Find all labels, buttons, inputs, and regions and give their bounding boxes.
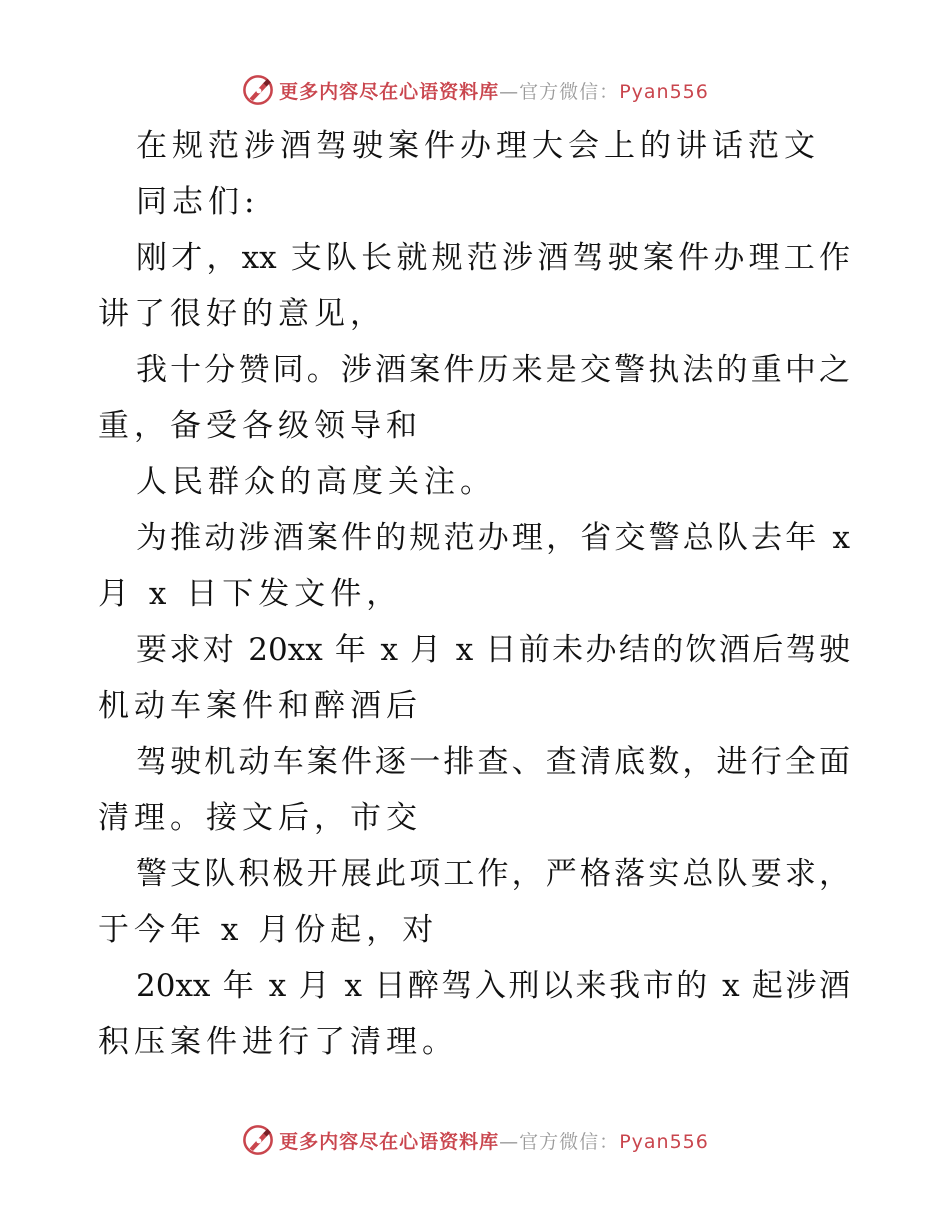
paragraph-line: 讲了很好的意见，	[98, 296, 386, 332]
salutation: 同志们:	[136, 184, 260, 220]
banner-separator: —	[499, 80, 520, 103]
banner-contact-label: 官方微信：	[519, 1130, 620, 1153]
paragraph-line: 于今年 x 月份起，对	[98, 912, 439, 948]
paragraph-line: 20xx 年 x 月 x 日醉驾入刑以来我市的 x 起涉酒	[136, 968, 850, 1004]
banner-separator: —	[499, 1130, 520, 1153]
banner-brand-text: 更多内容尽在心语资料库	[279, 1130, 500, 1153]
paragraph-line: 机动车案件和醉酒后	[98, 688, 422, 724]
paragraph-line: 警支队积极开展此项工作，严格落实总队要求，	[136, 856, 850, 892]
document-title: 在规范涉酒驾驶案件办理大会上的讲话范文	[136, 128, 820, 164]
paragraph-line: 刚才，xx 支队长就规范涉酒驾驶案件办理工作	[136, 240, 850, 276]
paragraph-line: 月 x 日下发文件，	[98, 576, 403, 612]
paragraph-line: 积压案件进行了清理。	[98, 1024, 458, 1060]
footer-watermark-banner	[0, 1118, 950, 1162]
banner-wechat-id: Pyan556	[619, 1130, 709, 1153]
banner-wechat-id: Pyan556	[619, 80, 709, 103]
banner-brand-text: 更多内容尽在心语资料库	[279, 80, 500, 103]
paragraph-line: 清理。接文后，市交	[98, 800, 422, 836]
pen-circle-logo-icon	[241, 1123, 275, 1157]
paragraph-line: 重，备受各级领导和	[98, 408, 422, 444]
banner-contact-label: 官方微信：	[519, 80, 620, 103]
header-watermark-banner	[0, 68, 950, 112]
paragraph-line: 要求对 20xx 年 x 月 x 日前未办结的饮酒后驾驶	[136, 632, 850, 668]
paragraph-line: 人民群众的高度关注。	[136, 464, 496, 500]
paragraph-line: 为推动涉酒案件的规范办理，省交警总队去年 x	[136, 520, 850, 556]
pen-circle-logo-icon	[241, 73, 275, 107]
paragraph-line: 我十分赞同。涉酒案件历来是交警执法的重中之	[136, 352, 850, 388]
paragraph-line: 驾驶机动车案件逐一排查、查清底数，进行全面	[136, 744, 850, 780]
document-body	[98, 118, 858, 1070]
